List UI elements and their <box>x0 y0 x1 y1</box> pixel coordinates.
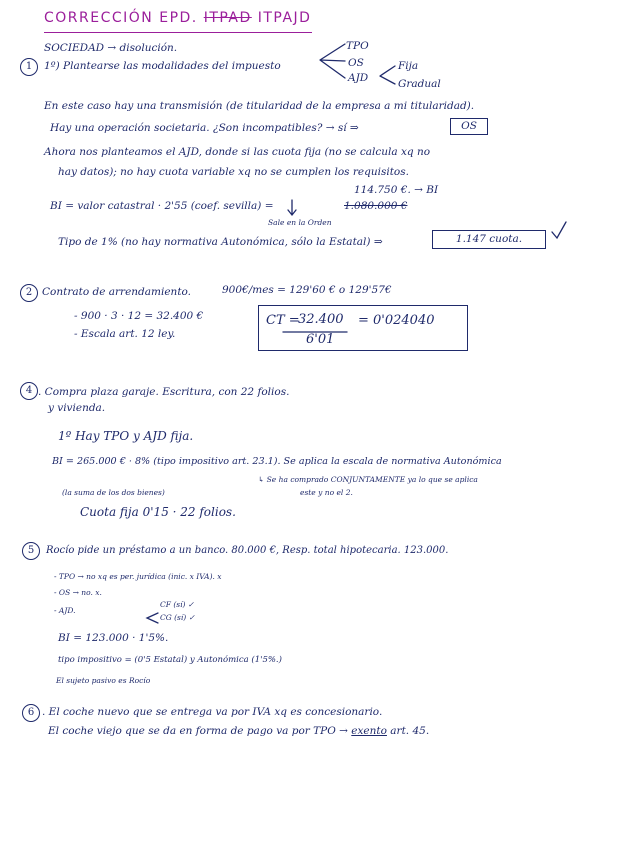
s1-p4: hay datos); no hay cuota variable xq no se cumplen los requisitos. <box>58 166 409 178</box>
check-mark-1 <box>552 222 566 238</box>
s6-line1: . El coche nuevo que se entrega va por IVA xq es concesionario. <box>42 706 383 718</box>
s2-number: 2 <box>20 284 38 302</box>
s1-number: 1 <box>20 58 38 76</box>
s5-cg: CG (sí) ✓ <box>160 613 195 622</box>
s6-exento: exento <box>351 725 387 737</box>
s1-tipo-box: 1.147 cuota. <box>432 230 546 249</box>
s1-opt-gradual: Gradual <box>398 78 441 90</box>
s1-line1: 1º) Plantearse las modalidades del impuesto <box>44 60 281 72</box>
s2-ct-result: = 0'024040 <box>358 313 435 328</box>
s4-line2: y vivienda. <box>48 402 106 414</box>
s2-calc: 900€/mes = 129'60 € o 129'57€ <box>222 284 392 296</box>
s4-heading: 1º Hay TPO y AJD fija. <box>58 429 194 443</box>
s2-ct-box <box>258 305 468 351</box>
s5-tipo: tipo impositivo = (0'5 Estatal) y Autonómica (1'5%.) <box>58 655 282 665</box>
s5-c: - AJD. <box>54 606 76 615</box>
page-title <box>44 12 311 24</box>
s6-line2-text: El coche viejo que se da en forma de pago va por TPO → <box>48 725 348 737</box>
title-underline <box>44 32 312 33</box>
s5-a: - TPO → no xq es per. jurídica (inic. x IVA). x <box>54 572 222 581</box>
s1-heading: SOCIEDAD → disolución. <box>44 42 178 54</box>
s2-ct-den: 6'01 <box>306 332 335 347</box>
title-crossed: ITPAD <box>203 10 252 26</box>
s5-b: - OS → no. x. <box>54 588 102 597</box>
s1-bi-crossed: 1.080.000 € <box>344 200 408 212</box>
s4-bi: BI = 265.000 € · 8% (tipo impositivo art. 23.1). Se aplica la escala de normativa Autonómica <box>52 456 502 467</box>
s1-p3: Ahora nos planteamos el AJD, donde si las cuota fija (no se calcula xq no <box>44 146 431 158</box>
s2-b1: - 900 · 3 · 12 = 32.400 € <box>74 310 204 322</box>
s1-p1: En este caso hay una transmisión (de titularidad de la empresa a mi titularidad). <box>44 100 475 112</box>
s1-tipo-line: Tipo de 1% (no hay normativa Autonómica, sólo la Estatal) ⇒ <box>58 236 383 248</box>
s1-opt-os: OS <box>348 57 364 69</box>
s2-b2: - Escala art. 12 ley. <box>74 328 176 340</box>
s4-note1: ↳ Se ha comprado CONJUNTAMENTE ya lo que se aplica <box>258 475 478 484</box>
s6-line2 <box>48 725 429 737</box>
s4-line1: . Compra plaza garaje. Escritura, con 22 folios. <box>38 386 290 398</box>
s4-note2: este y no el 2. <box>300 488 353 497</box>
s1-opt-tpo: TPO <box>346 40 369 52</box>
s5-sujeto: El sujeto pasivo es Rocío <box>56 676 151 685</box>
s1-bi-amount: 114.750 €. → BI <box>354 184 439 196</box>
s4-bi-sub: (la suma de los dos bienes) <box>62 488 165 497</box>
s1-bi-note: Sale en la Orden <box>268 218 332 227</box>
s1-opt-ajd: AJD <box>348 72 369 84</box>
s2-line1: Contrato de arrendamiento. <box>42 286 192 298</box>
s6-number: 6 <box>22 704 40 722</box>
brace-modalities <box>320 44 345 78</box>
s4-number: 4 <box>20 382 38 400</box>
arrow-sale-orden <box>288 200 296 215</box>
s4-cuota: Cuota fija 0'15 · 22 folios. <box>80 505 236 519</box>
brace-ajd <box>380 66 395 84</box>
s5-cf: CF (sí) ✓ <box>160 600 195 609</box>
s2-ct-label: CT = <box>266 313 300 328</box>
s6-art: art. 45. <box>390 725 430 737</box>
brace-cf-cg <box>147 613 158 623</box>
s1-opt-fija: Fija <box>398 60 419 72</box>
s5-line1: Rocío pide un préstamo a un banco. 80.000 €, Resp. total hipotecaria. 123.000. <box>46 545 449 556</box>
s1-p2-box: OS <box>450 118 488 135</box>
s2-ct-num: 32.400 <box>298 312 344 327</box>
s1-bi-line: BI = valor catastral · 2'55 (coef. sevilla) = <box>50 200 274 212</box>
s5-number: 5 <box>22 542 40 560</box>
s5-bi: BI = 123.000 · 1'5%. <box>58 632 169 644</box>
s1-p2: Hay una operación societaria. ¿Son incompatibles? → sí ⇒ <box>50 122 359 134</box>
title-right: ITPAJD <box>257 10 312 26</box>
title-left: CORRECCIÓN EPD. <box>44 10 198 26</box>
